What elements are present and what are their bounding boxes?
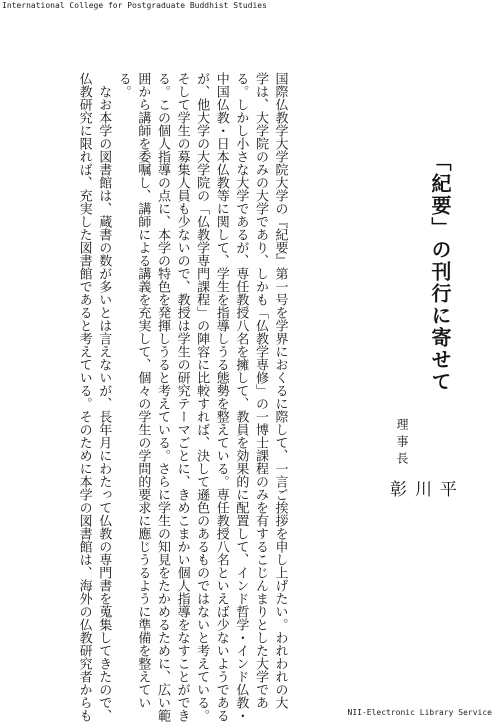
body-line: る。しかし小さな大学であるが、専任教授八名を擁して、教員を効果的に配置して、インド哲学・インド仏教・ — [233, 72, 249, 722]
body-line: る。この個人指導の点に、本学の特色を発揮しうると考えている。さらに学生の知見をたかめるために、広い範 — [154, 72, 170, 722]
author-name-char: 彰 — [386, 480, 406, 497]
body-line: なお本学の図書館は、蔵書の数が多いとは言えないが、長年月にわたって仏教の専門書を蒐集してきたので、 — [96, 72, 112, 722]
page-header: International College for Postgraduate Buddhist Studies — [2, 1, 267, 10]
article-title: 「紀要」の刊行に寄せて — [428, 151, 452, 393]
body-line: が、他大学の大学院の「仏教学専門課程」の陣容に比較すれば、決して遜色のあるものではないと考えている。 — [194, 72, 210, 722]
body-text — [74, 72, 290, 722]
author-name — [384, 480, 459, 559]
author-name-char: 川 — [411, 480, 431, 497]
body-line: 学は、大学院のみの大学であり、しかも「仏教学専修」の一博士課程のみを有するこじんまりとした大学であ — [252, 72, 268, 709]
body-line: 仏教研究に限れば、充実した図書館であると考えている。そのために本学の図書館は、海外の仏教研究者からも — [76, 72, 92, 722]
body-line: 囲から講師を委嘱し、講師による講義を充実して、個々の学生の学問的要求に應じうるように準備を整えてい — [135, 72, 151, 709]
body-line: そして学生の募集人員も少ないので、教授は学生の研究テーマごとに、きめこまかい個人指導をなすことができ — [174, 72, 190, 722]
body-line: る。 — [115, 72, 131, 98]
body-line: 国際仏教学大学院大学の『紀要』第一号を学界におくるに際して、一言ご挨拶を申し上げたい。われわれの大 — [272, 72, 288, 709]
author-role: 理事長 — [395, 418, 409, 469]
author-name-char: 平 — [436, 480, 456, 497]
body-line: 中国仏教・日本仏教等に関して、学生を指導しうる態勢を整えている。専任教授八名といえば少ないようである — [213, 72, 229, 722]
page-footer: NII-Electronic Library Service — [347, 708, 492, 717]
